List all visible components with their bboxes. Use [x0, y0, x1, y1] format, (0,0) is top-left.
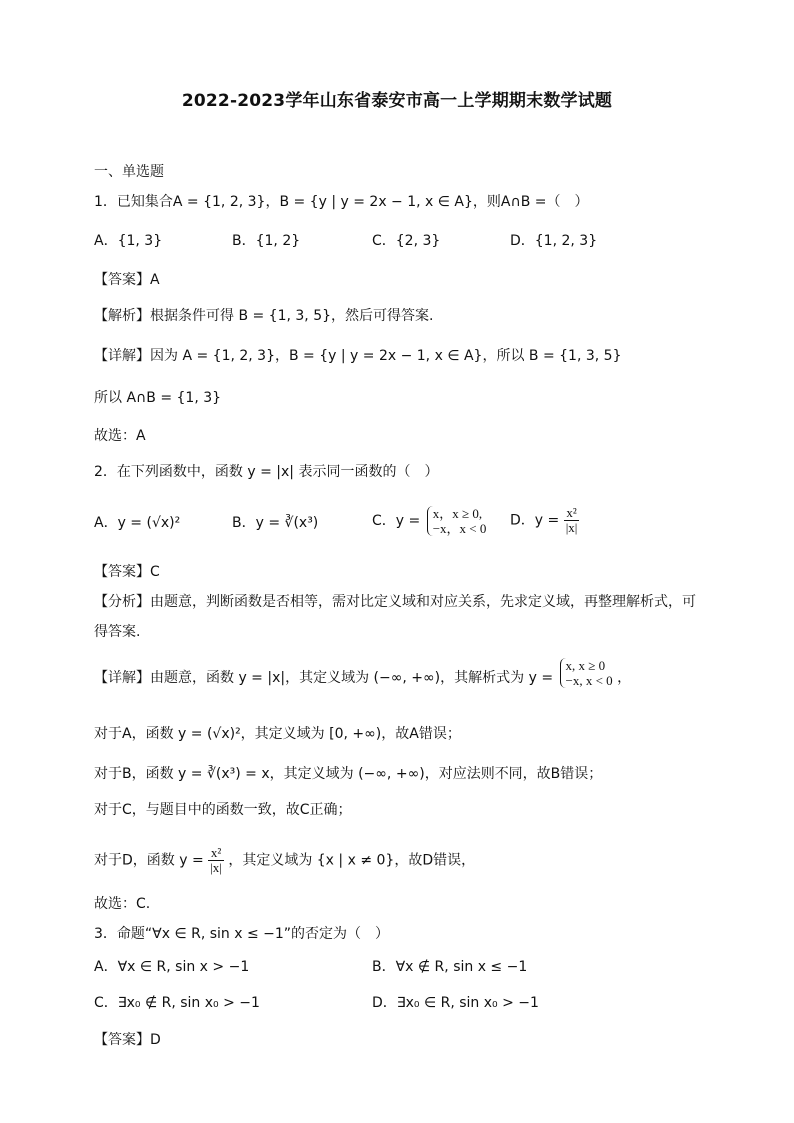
q2-for-b: 对于B，函数 y = ∛(x³) = x，其定义域为 (−∞, +∞)，对应法则不同，故B错误；	[94, 766, 603, 782]
q3-answer: 【答案】D	[94, 1032, 161, 1048]
q2-for-a: 对于A，函数 y = (√x)²，其定义域为 [0, +∞)，故A错误；	[94, 726, 461, 742]
question-2-stem: 2．在下列函数中，函数 y = |x| 表示同一函数的（ ）	[94, 464, 439, 480]
q3-option-b: B．∀x ∉ R, sin x ≤ −1	[372, 959, 528, 975]
q2-option-a: A．y = (√x)²	[94, 515, 181, 531]
q3-option-c: C．∃x₀ ∉ R, sin x₀ > −1	[94, 995, 260, 1011]
q2-option-d	[510, 506, 579, 535]
q2-detail-case1: x, x ≥ 0	[565, 658, 606, 673]
q1-option-c: C．{2, 3}	[372, 233, 441, 249]
q2-option-c-piecewise	[427, 506, 487, 536]
q2-option-d-denominator: |x|	[565, 520, 578, 535]
q3-option-d: D．∃x₀ ∈ R, sin x₀ > −1	[372, 995, 539, 1011]
q1-detail: 【详解】因为 A = {1, 2, 3}，B = {y | y = 2x − 1, x ∈ A}，所以 B = {1, 3, 5}	[94, 348, 622, 364]
q3-option-a: A．∀x ∈ R, sin x > −1	[94, 959, 250, 975]
question-3-options-row-2	[0, 992, 794, 1014]
q2-for-c: 对于C，与题目中的函数一致，故C正确；	[94, 802, 352, 818]
q2-for-d-post: ，其定义域为 {x | x ≠ 0}，故D错误，	[228, 852, 476, 869]
section-heading: 一、单选题	[94, 164, 164, 180]
q1-analysis: 【解析】根据条件可得 B = {1, 3, 5}，然后可得答案.	[94, 308, 434, 324]
q1-choose: 故选：A	[94, 428, 146, 444]
q2-option-d-numerator: x²	[564, 506, 580, 521]
q2-choose: 故选：C.	[94, 896, 151, 912]
q2-detail-case2: −x, x < 0	[565, 673, 613, 688]
q2-option-c-label: C．y =	[372, 513, 421, 529]
q2-detail-text: 【详解】由题意，函数 y = |x|，其定义域为 (−∞, +∞)，其解析式为 y =	[94, 670, 554, 686]
q2-answer: 【答案】C	[94, 564, 160, 580]
q1-option-b: B．{1, 2}	[232, 233, 301, 249]
q1-option-a: A．{1, 3}	[94, 233, 163, 249]
document-title: 2022-2023学年山东省泰安市高一上学期期末数学试题	[181, 91, 613, 111]
question-3-stem: 3．命题“∀x ∈ R, sin x ≤ −1”的否定为（ ）	[94, 926, 390, 942]
q2-option-d-fraction	[564, 506, 580, 535]
question-1-stem: 1．已知集合A = {1, 2, 3}，B = {y | y = 2x − 1, x ∈ A}，则A∩B =（ ）	[94, 194, 589, 210]
q2-option-c-case2: −x，x < 0	[432, 521, 487, 536]
q2-option-d-label: D．y =	[510, 512, 560, 529]
question-2-options	[0, 505, 794, 542]
q2-detail-comma: ，	[617, 670, 632, 686]
q2-analysis-line-1: 【分析】由题意，判断函数是否相等，需对比定义域和对应关系，先求定义域，再整理解析式，可	[94, 594, 696, 610]
q2-analysis-line-2: 得答案.	[94, 624, 141, 640]
q1-answer: 【答案】A	[94, 272, 160, 288]
q2-for-d-denominator: |x|	[210, 860, 222, 875]
question-1-options	[0, 230, 794, 252]
question-3-options-row-1	[0, 956, 794, 978]
q2-detail	[94, 658, 632, 688]
q2-option-b: B．y = ∛(x³)	[232, 515, 319, 531]
q2-option-c	[372, 506, 486, 536]
q2-for-d-numerator: x²	[208, 846, 224, 861]
q2-detail-piecewise	[560, 658, 613, 688]
q2-for-d-fraction	[208, 846, 224, 875]
q1-detail-conclusion: 所以 A∩B = {1, 3}	[94, 390, 222, 406]
q2-for-d-pre: 对于D，函数 y =	[94, 852, 204, 869]
q2-for-d	[94, 846, 475, 875]
q2-option-c-case1: x，x ≥ 0,	[432, 506, 483, 521]
q1-option-d: D．{1, 2, 3}	[510, 233, 598, 249]
